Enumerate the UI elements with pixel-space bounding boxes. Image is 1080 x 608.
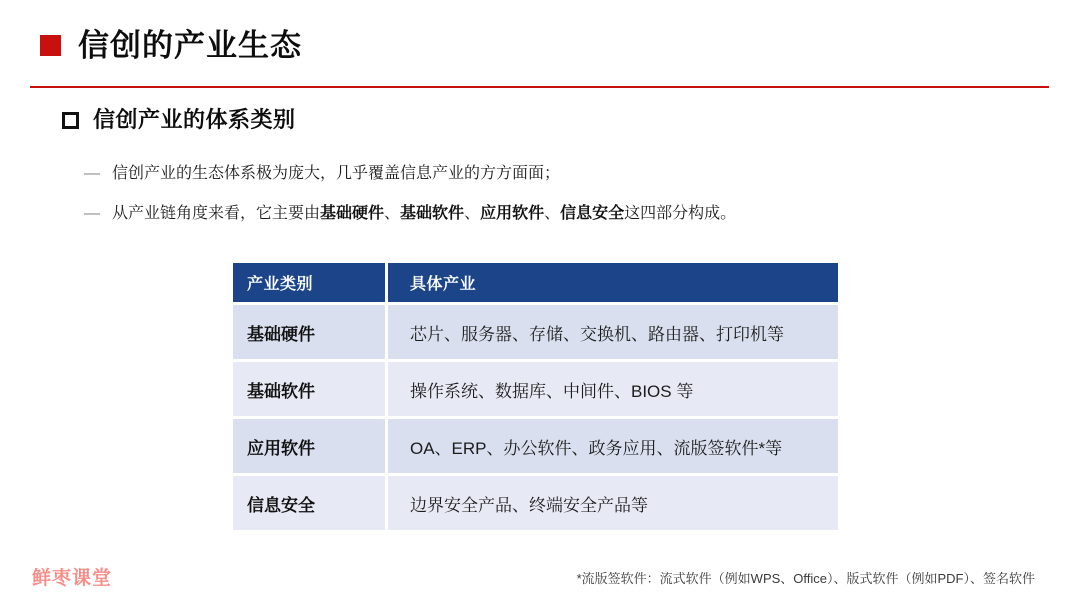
bullet-item-2 [84,204,736,224]
cell-category: 基础硬件 [233,305,388,359]
table-row [233,476,838,530]
separator: 、 [384,205,401,222]
red-square-bullet-icon [40,35,61,56]
table-row [233,305,838,359]
bullet-text-2 [112,204,736,224]
hollow-square-bullet-icon [62,112,79,129]
cell-products: 边界安全产品、终端安全产品等 [388,476,838,530]
title-row [40,30,302,61]
header-products: 具体产业 [388,263,838,302]
cell-category: 应用软件 [233,419,388,473]
term-basic-software: 基础软件 [400,205,465,222]
separator: 、 [544,205,561,222]
bullet-item-1 [84,164,560,184]
bullet2-prefix: 从产业链角度来看，它主要由 [112,205,321,222]
table-row [233,362,838,416]
cell-products: OA、ERP、办公软件、政务应用、流版签软件*等 [388,419,838,473]
cell-category: 基础软件 [233,362,388,416]
header-category: 产业类别 [233,263,388,302]
term-basic-hardware: 基础硬件 [320,205,385,222]
brand-watermark: 鲜枣课堂 [32,568,113,589]
section-subtitle: 信创产业的体系类别 [93,107,296,132]
footnote: *流版签软件：流式软件（例如WPS、Office）、版式软件（例如PDF）、签名软件 [576,571,1035,586]
dash-bullet-icon: — [84,165,100,182]
term-application-software: 应用软件 [480,205,545,222]
cell-products: 操作系统、数据库、中间件、BIOS 等 [388,362,838,416]
dash-bullet-icon: — [84,205,100,222]
page-title: 信创的产业生态 [78,28,302,63]
bullet-text-1: 信创产业的生态体系极为庞大，几乎覆盖信息产业的方方面面； [112,165,561,182]
title-divider [30,86,1049,88]
table-row [233,419,838,473]
industry-category-table [233,260,838,533]
cell-category: 信息安全 [233,476,388,530]
separator: 、 [464,205,481,222]
subtitle-row [62,109,296,131]
table-header-row [233,263,838,302]
bullet2-suffix: 这四部分构成。 [624,205,737,222]
term-information-security: 信息安全 [560,205,625,222]
cell-products: 芯片、服务器、存储、交换机、路由器、打印机等 [388,305,838,359]
